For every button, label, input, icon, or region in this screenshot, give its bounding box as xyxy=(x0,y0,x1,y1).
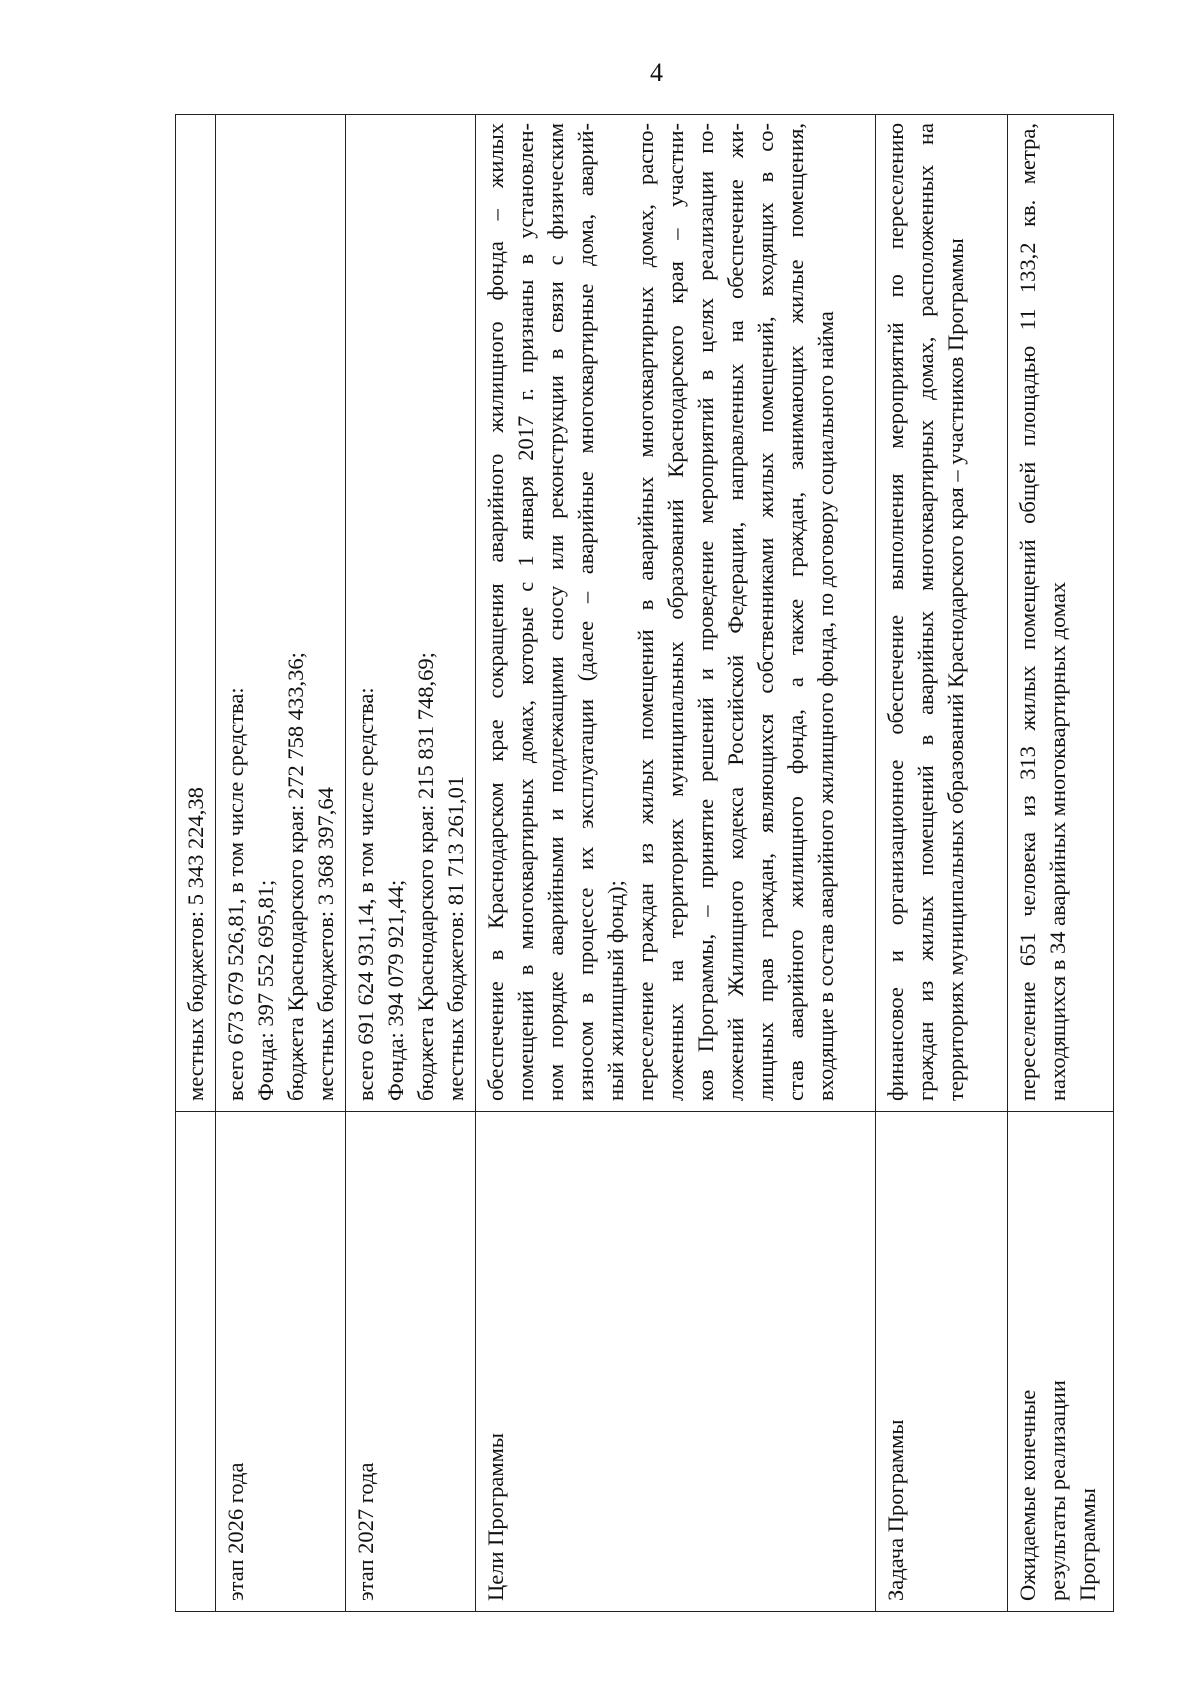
value-line: ном порядке аварийными и подлежащими сносу или реконструкции в связи с физическим xyxy=(543,123,568,1101)
value-line: всего 691 624 931,14, в том числе средства: xyxy=(353,687,378,1101)
value-line: ный жилищный фонд); xyxy=(603,880,628,1101)
row-label-line: результаты реализации xyxy=(1045,1380,1070,1601)
value-line: бюджета Краснодарского края: 215 831 748,69; xyxy=(413,652,438,1101)
row-label: этап 2027 года xyxy=(353,1462,378,1601)
row-label: Цели Программы xyxy=(483,1433,508,1601)
row-label-cell xyxy=(476,1112,876,1612)
value-line: ков Программы, – принятие решений и проведение мероприятий в целях реализации по- xyxy=(693,123,718,1101)
table-row xyxy=(876,115,1008,1612)
value-line: помещений в многоквартирных домах, которые с 1 января 2017 г. признаны в установлен- xyxy=(513,123,538,1101)
value-line: обеспечение в Краснодарском крае сокращения аварийного жилищного фонда – жилых xyxy=(483,123,508,1101)
row-label-line: Программы xyxy=(1075,1488,1100,1601)
value-line: износом в процессе их эксплуатации (далее – аварийные многоквартирные дома, аварий- xyxy=(573,123,598,1101)
value-line: граждан из жилых помещений в аварийных многоквартирных домах, расположенных на xyxy=(913,123,938,1101)
value-line: переселение граждан из жилых помещений в аварийных многоквартирных домах, распо- xyxy=(633,123,658,1101)
value-line: Фонда: 397 552 695,81; xyxy=(253,879,278,1101)
value-line: Фонда: 394 079 921,44; xyxy=(383,879,408,1101)
row-label-cell xyxy=(876,1112,1008,1612)
row-label-cell xyxy=(1008,1112,1114,1612)
program-passport-table xyxy=(175,114,1114,1612)
row-value-cell xyxy=(876,115,1008,1112)
value-line: переселение 651 человека из 313 жилых помещений общей площадью 11 133,2 кв. метра, xyxy=(1015,123,1040,1101)
value-line: бюджета Краснодарского края: 272 758 433,36; xyxy=(283,652,308,1101)
rotated-table-container xyxy=(175,114,1100,1612)
row-label: Задача Программы xyxy=(883,1419,908,1601)
value-line: ложенных на территориях муниципальных образований Краснодарского края – участни- xyxy=(663,123,688,1101)
value-line: местных бюджетов: 3 368 397,64 xyxy=(313,787,338,1101)
row-label: этап 2026 года xyxy=(223,1462,248,1601)
value-line: входящие в состав аварийного жилищного фонда, по договору социального найма xyxy=(813,311,838,1101)
row-value-cell xyxy=(1008,115,1114,1112)
row-value-cell xyxy=(476,115,876,1112)
value-line: находящихся в 34 аварийных многоквартирных домах xyxy=(1045,581,1070,1101)
value-line: ложений Жилищного кодекса Российской Федерации, направленных на обеспечение жи- xyxy=(723,123,748,1101)
row-value-cell xyxy=(176,115,216,1112)
table-row xyxy=(176,115,216,1612)
value-line: став аварийного жилищного фонда, а также граждан, занимающих жилые помещения, xyxy=(783,123,808,1101)
row-label-cell xyxy=(346,1112,476,1612)
value-line: местных бюджетов: 5 343 224,38 xyxy=(183,787,208,1101)
value-line: всего 673 679 526,81, в том числе средства: xyxy=(223,687,248,1101)
row-value-cell xyxy=(216,115,346,1112)
table-row xyxy=(1008,115,1114,1612)
row-value-cell xyxy=(346,115,476,1112)
table-row xyxy=(346,115,476,1612)
table-row xyxy=(476,115,876,1612)
table-row xyxy=(216,115,346,1612)
row-label-line: Ожидаемые конечные xyxy=(1015,1389,1040,1601)
row-label-cell xyxy=(176,1112,216,1612)
value-line: территориях муниципальных образований Краснодарского края – участников Программы xyxy=(943,238,968,1101)
value-line: лищных прав граждан, являющихся собственниками жилых помещений, входящих в со- xyxy=(753,123,778,1101)
page-number: 4 xyxy=(650,58,663,87)
value-line: местных бюджетов: 81 713 261,01 xyxy=(443,775,468,1101)
row-label-cell xyxy=(216,1112,346,1612)
value-line: финансовое и организационное обеспечение выполнения мероприятий по переселению xyxy=(883,123,908,1101)
